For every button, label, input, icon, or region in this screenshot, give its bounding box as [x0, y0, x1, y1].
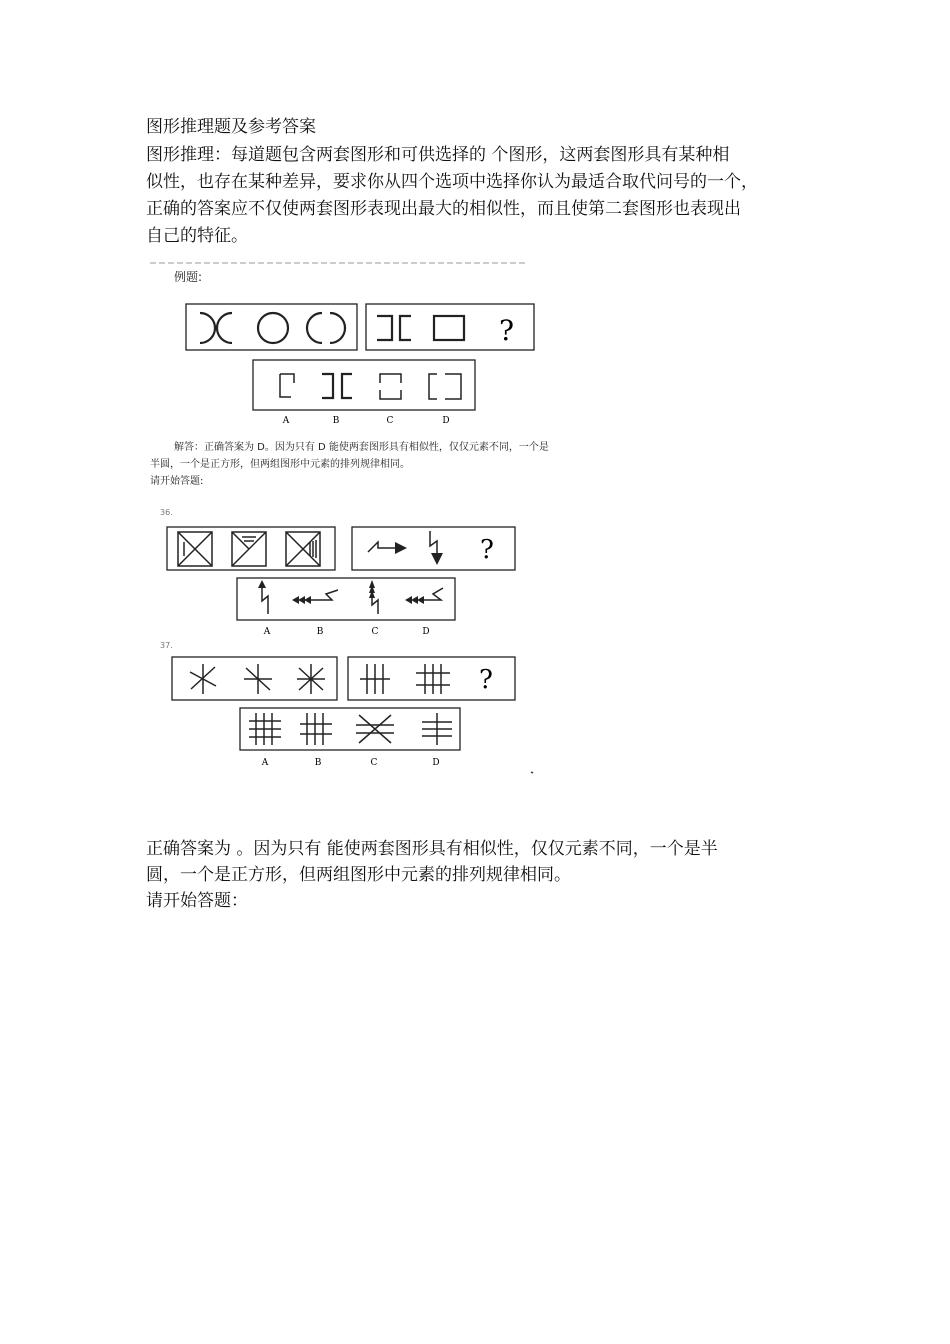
example-option-b-label: B	[332, 416, 340, 426]
answer-line-1: 正确答案为 。因为只有 能使两套图形具有相似性，仅仅元素不同，一个是半	[146, 839, 718, 859]
q37-option-a-figure	[249, 713, 281, 745]
scan-speck	[531, 772, 533, 773]
q36-option-a-label: A	[263, 627, 271, 637]
scan-answer-line-1: 解答：正确答案为 D。因为只有 D 能使两套图形具有相似性，仅仅元素不同，一个是	[174, 442, 549, 453]
question-37-number: 37.	[160, 641, 173, 650]
q36-option-d-label: D	[422, 627, 430, 637]
document-title: 图形推理题及参考答案	[146, 117, 316, 137]
q37-option-a-label: A	[261, 758, 269, 768]
q37-star-3	[297, 664, 325, 694]
example-question-mark: ?	[499, 314, 515, 347]
q37-option-c-label: C	[370, 758, 378, 768]
q36-option-b-label: B	[316, 627, 324, 637]
start-answering-text: 请开始答题：	[146, 891, 248, 911]
scan-start-label: 请开始答题:	[150, 476, 204, 487]
q37-option-d-figure	[422, 713, 452, 745]
example-option-a-label: A	[282, 416, 290, 426]
intro-line-1: 图形推理：每道题包含两套图形和可供选择的 个图形，这两套图形具有某种相	[146, 145, 730, 165]
q36-question-mark: ?	[480, 535, 494, 565]
intro-line-3: 正确的答案应不仅使两套图形表现出最大的相似性，而且使第二套图形也表现出	[146, 199, 741, 219]
q37-option-b-figure	[300, 713, 332, 745]
q37-option-c-figure	[356, 715, 394, 743]
example-option-c-label: C	[386, 416, 394, 426]
intro-line-2: 似性，也存在某种差异，要求你从四个选项中选择你认为最适合取代问号的一个，	[146, 172, 758, 192]
q37-option-d-label: D	[432, 758, 440, 768]
example-label: 例题:	[174, 270, 203, 284]
scan-answer-line-2: 半圆，一个是正方形，但两组图形中元素的排列规律相同。	[150, 459, 410, 470]
q37-star-1	[190, 664, 216, 694]
question-36-number: 36.	[160, 508, 173, 517]
q37-grid-1	[360, 664, 390, 694]
q36-option-c-label: C	[371, 627, 379, 637]
q37-grid-2	[416, 664, 450, 694]
q37-star-2	[244, 664, 272, 694]
answer-line-2: 圆，一个是正方形，但两组图形中元素的排列规律相同。	[146, 865, 571, 885]
intro-line-4: 自己的特征。	[146, 226, 248, 246]
q37-option-b-label: B	[314, 758, 322, 768]
q37-question-mark: ?	[479, 665, 493, 695]
example-option-d-label: D	[442, 416, 450, 426]
